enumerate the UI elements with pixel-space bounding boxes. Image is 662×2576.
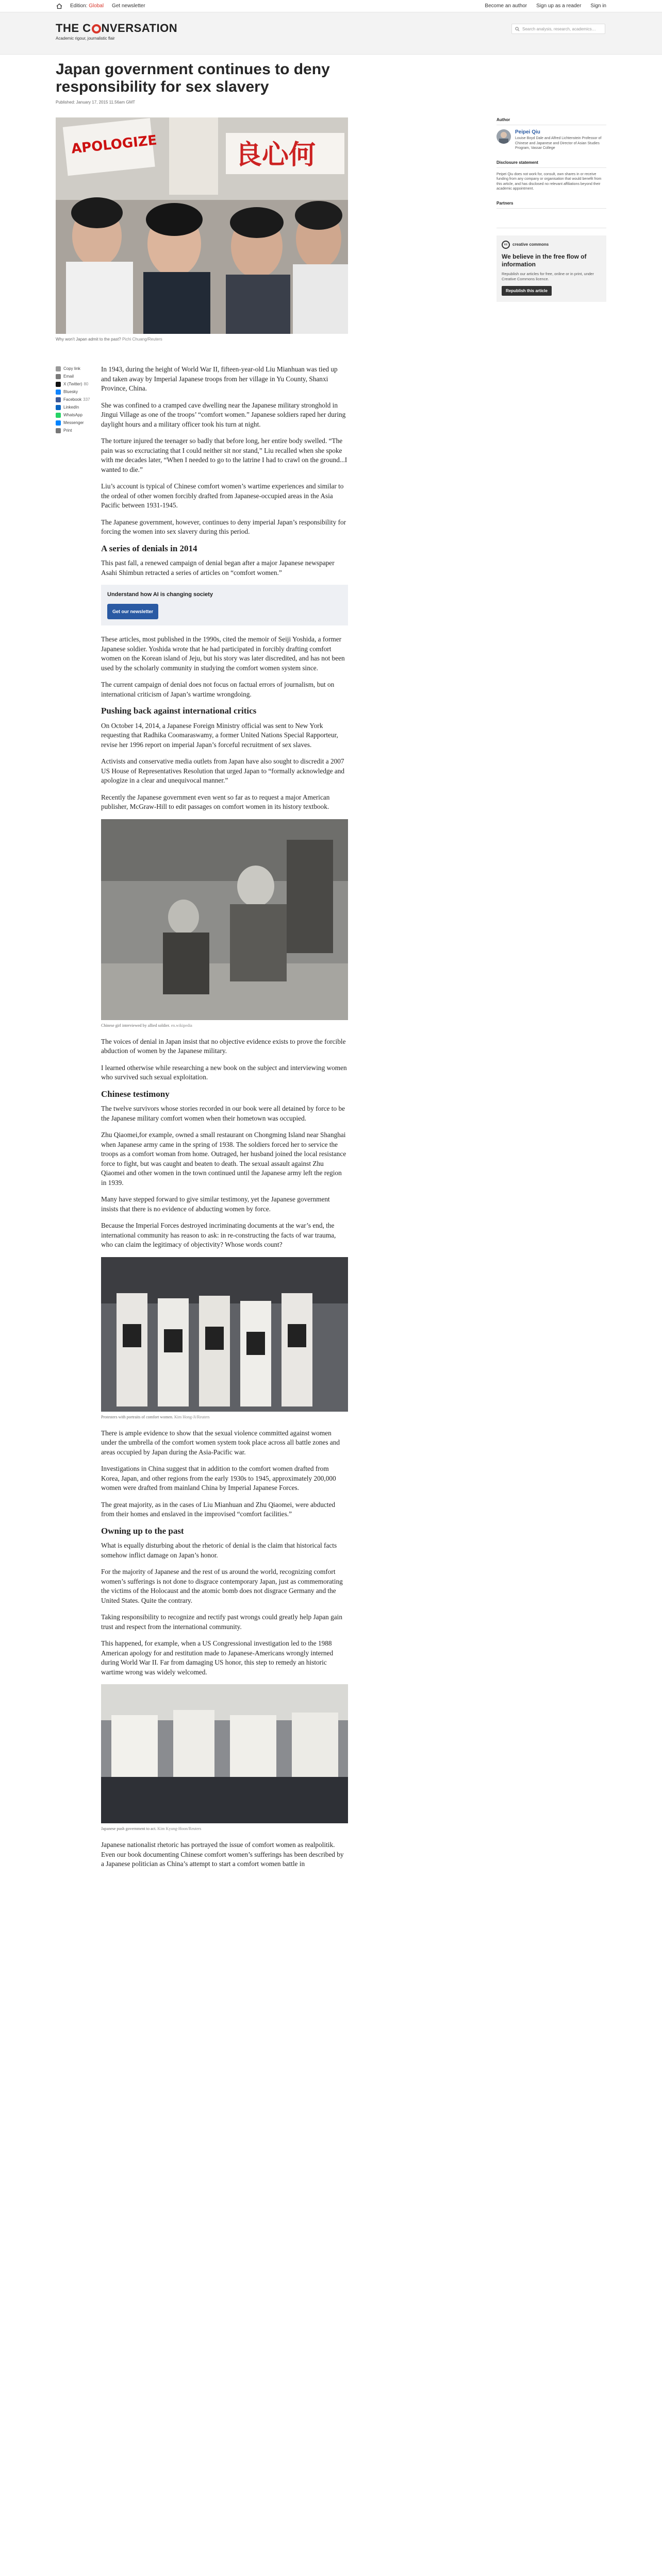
share-label: Messenger (63, 420, 84, 425)
author-role: Louise Boyd Dale and Alfred Lichtenstein Professor of Chinese and Japanese and Director of Asian Studies Program, Vassar College (515, 137, 602, 150)
cc-label: creative commons (512, 242, 549, 247)
paragraph: The great majority, as in the cases of Liu Mianhuan and Zhu Qiaomei, were abducted from their homes and enslaved in the improvised “comfort facilities.” (101, 1500, 336, 1518)
paragraph: These articles, most published in the 1990s, cited the memoir of Seiji Yoshida, a former Japanese soldier. Yoshida wrote that he had participated in forcibly drafting comfort women on the Korean island of Jeju, but his story was later discredited, and has not been used by the scholarly community in studying the comfort women system since. (101, 635, 345, 672)
share-copy-link[interactable] (56, 365, 92, 372)
photo-protesters (101, 1257, 348, 1412)
paragraph: Investigations in China suggest that in addition to the comfort women drafted from Korea, Japan, and other regions from the early 1930s to 1945, approximately 200,000 women were drafted from mainland China by Imperial Japanese Forces. (101, 1465, 336, 1492)
section-heading: A series of denials in 2014 (101, 543, 197, 553)
paragraph: The torture injured the teenager so badly that before long, her entire body swelled. “The pain was so excruciating that I could neither sit nor stand,” Liu recalled when she spoke with me decades later, “When I needed to go to the latrine I had to crawl on the ground...I wanted to die.” (101, 437, 347, 473)
paragraph: Japanese nationalist rhetoric has portrayed the issue of comfort women as realpolitik. Even our book documenting Chinese comfort women’s sufferings has been described by a Japanese politician as China’s attempt to start a comfort women battle in (101, 1841, 344, 1868)
figure-soldier-interview (101, 819, 348, 1029)
republish-text: Republish our articles for free, online or in print, under Creative Commons licence. (502, 271, 594, 281)
paragraph: Liu’s account is typical of Chinese comfort women’s wartime experiences and similar to the ordeal of other women forcibly drafted from Japanese-occupied areas in the Asia Pacific between 1931-1945. (101, 482, 344, 509)
search-placeholder: Search analysis, research, academics… (522, 26, 596, 31)
article-main (56, 117, 348, 343)
masthead (0, 12, 662, 55)
figure-japanese-push (101, 1684, 348, 1832)
author-name[interactable]: Peipei Qiu (515, 129, 540, 135)
paragraph: I learned otherwise while researching a new book on the subject and interviewing women who survived such sexual exploitation. (101, 1063, 347, 1081)
share-label: WhatsApp (63, 413, 82, 417)
sign-up-link[interactable]: Sign up as a reader (536, 3, 582, 9)
share-bar (56, 365, 92, 434)
search-input[interactable] (511, 24, 605, 34)
disclosure-heading: Disclosure statement (496, 160, 606, 168)
paragraph: There is ample evidence to show that the sexual violence committed against women under the umbrella of the comfort women system took place across all battle zones and areas occupied by Japan during the Asia-Pacific war. (101, 1429, 340, 1456)
paragraph: She was confined to a cramped cave dwelling near the Japanese military stronghold in Jingui Village as one of the troops’ “comfort women.” Japanese soldiers raped her during daylight hours and a military officer took his turn at night. (101, 401, 346, 428)
share-email[interactable] (56, 372, 92, 380)
bluesky-icon (56, 389, 61, 395)
section-heading: Chinese testimony (101, 1089, 170, 1099)
hero-caption (56, 336, 348, 343)
print-icon (56, 428, 61, 433)
caption-credit[interactable]: Kim Kyung-Hoon/Reuters (157, 1826, 202, 1831)
share-label: Copy link (63, 366, 80, 371)
paragraph: In 1943, during the height of World War II, fifteen-year-old Liu Mianhuan was tied up and taken away by Imperial Japanese troops from her village in Yu County, Shanxi Province, China. (101, 365, 338, 392)
article-container (56, 61, 606, 1868)
email-icon (56, 374, 61, 379)
link-icon (56, 366, 61, 371)
logo-text-left: THE C (56, 22, 91, 35)
caption-credit[interactable]: Kim Hong-Ji/Reuters (174, 1414, 210, 1419)
paragraph: Many have stepped forward to give similar testimony, yet the Japanese government insists that there is no evidence of abducting women by force. (101, 1195, 330, 1213)
article-body (101, 365, 348, 1876)
figure-caption (101, 1414, 348, 1420)
x-icon (56, 382, 61, 387)
partners-heading: Partners (496, 201, 606, 209)
site-logo[interactable] (56, 22, 177, 35)
whatsapp-icon (56, 413, 61, 418)
share-messenger[interactable] (56, 419, 92, 427)
share-label: Email (63, 374, 74, 379)
photo-japanese-push (101, 1684, 348, 1823)
photo-soldier-interview (101, 819, 348, 1020)
share-facebook[interactable] (56, 396, 92, 403)
svg-text:良心何: 良心何 (235, 139, 316, 171)
become-author-link[interactable]: Become an author (485, 3, 527, 9)
paragraph: The twelve survivors whose stories recorded in our book were all detained by force to be the Japanese military comfort women when their hometown was occupied. (101, 1105, 345, 1122)
share-label: Facebook (63, 397, 82, 402)
newsletter-link[interactable]: Get newsletter (112, 3, 145, 9)
logo-text-right: NVERSATION (101, 22, 178, 35)
get-newsletter-button[interactable]: Get our newsletter (107, 604, 158, 620)
paragraph: This past fall, a renewed campaign of denial began after a major Japanese newspaper Asahi Shimbun retracted a series of articles on “comfort women.” (101, 559, 335, 577)
paragraph: This happened, for example, when a US Congressional investigation led to the 1988 American apology for and restitution made to Japanese-Americans wrongly interned during World War II. Far from damaging US honor, this step to remedy an historic wartime wrong was widely welcomed. (101, 1639, 334, 1676)
share-print[interactable] (56, 427, 92, 434)
logo-o-icon (92, 24, 101, 33)
hero-image (56, 117, 348, 334)
creative-commons-logo (502, 241, 601, 249)
share-count: 80 (84, 382, 89, 386)
newsletter-title: Understand how AI is changing society (107, 591, 213, 598)
section-heading: Owning up to the past (101, 1526, 184, 1536)
paragraph: The current campaign of denial does not focus on factual errors of journalism, but on international criticism of Japan’s wartime wrongdoing. (101, 681, 335, 698)
top-bar (0, 0, 662, 12)
caption-credit[interactable]: en.wikipedia (171, 1023, 192, 1028)
section-heading: Pushing back against international critics (101, 706, 257, 716)
author-heading: Author (496, 117, 606, 125)
paragraph: Recently the Japanese government even went so far as to request a major American publisher, McGraw-Hill to edit passages on comfort women in its history textbook. (101, 793, 330, 810)
share-bluesky[interactable] (56, 388, 92, 396)
disclosure-text: Peipei Qiu does not work for, consult, own shares in or receive funding from any company or organisation that would benefit from this article, and has disclosed no relevant affiliations beyond their academic appointment. (496, 172, 602, 191)
figure-caption (101, 1023, 348, 1029)
edition-selector[interactable] (70, 3, 104, 9)
partners-area (496, 213, 606, 228)
article-title: Japan government continues to deny responsibility for sex slavery (56, 61, 330, 95)
share-label: X (Twitter) (63, 382, 82, 386)
paragraph: Because the Imperial Forces destroyed incriminating documents at the war’s end, the international community has reason to ask: in re-constructing the facts of war trauma, who can claim the legitimacy of objectivity? Whose words count? (101, 1222, 336, 1248)
avatar[interactable] (496, 129, 511, 144)
share-x[interactable] (56, 380, 92, 388)
paragraph: Activists and conservative media outlets from Japan have also sought to discredit a 2007 US House of Representatives Resolution that urged Japan to “formally acknowledge and apologize in a clear and unequivocal manner.” (101, 757, 345, 784)
figure-protesters (101, 1257, 348, 1420)
facebook-icon (56, 397, 61, 402)
cc-icon: cc (502, 241, 510, 249)
caption-text: Japanese push government to act. (101, 1826, 157, 1831)
published-date: Published: January 17, 2015 11.56am GMT (56, 100, 136, 105)
linkedin-icon (56, 405, 61, 410)
share-label: Print (63, 428, 72, 433)
paragraph: What is equally disturbing about the rhetoric of denial is the claim that historical facts somehow inflict damage on Japan’s honor. (101, 1541, 337, 1559)
hero-credit[interactable]: Pichi Chuang/Reuters (122, 337, 162, 342)
republish-button[interactable]: Republish this article (502, 286, 552, 296)
newsletter-box (101, 585, 348, 625)
hero-caption-text: Why won’t Japan admit to the past? (56, 337, 121, 342)
republish-box (496, 235, 606, 302)
share-label: Bluesky (63, 389, 78, 394)
paragraph: Taking responsibility to recognize and rectify past wrongs could greatly help Japan gain trust and respect from the international community. (101, 1613, 343, 1631)
site-tagline: Academic rigour, journalistic flair (56, 36, 115, 41)
caption-text: Protesters with portraits of comfort women. (101, 1414, 173, 1419)
search-icon (515, 27, 520, 31)
republish-title: We believe in the free flow of information (502, 252, 587, 268)
paragraph: For the majority of Japanese and the rest of us around the world, recognizing comfort women’s sufferings is not done to disgrace contemporary Japan, just as commemorating the victims of the Holocaust and the atomic bomb does not disgrace Germany and the United States. Quite the contrary. (101, 1568, 343, 1604)
caption-text: Chinese girl interviewed by allied soldier. (101, 1023, 170, 1028)
paragraph: On October 14, 2014, a Japanese Foreign Ministry official was sent to New York requesting that Radhika Coomaraswamy, a former United Nations Special Rapporteur, revise her 1996 report on imperial Japan’s forceful recruitment of sex slaves. (101, 721, 338, 749)
share-linkedin[interactable] (56, 403, 92, 411)
paragraph: Zhu Qiaomei,for example, owned a small restaurant on Chongming Island near Shanghai when Japanese army came in the spring of 1938. The soldiers forced her to service the troops as a comfort woman from home. Outraged, her husband joined the local resistance force to fight, but was caught and beaten to death. The sexual assault against Zhu Qiaomei and other women in the town continued until the Japanese army left the region in 1939. (101, 1131, 346, 1187)
messenger-icon (56, 420, 61, 426)
share-label: LinkedIn (63, 405, 79, 410)
share-whatsapp[interactable] (56, 411, 92, 419)
paragraph: The Japanese government, however, continues to deny imperial Japan’s responsibility for forcing the women into sex slavery during this period. (101, 518, 346, 535)
edition-label: Edition: (70, 3, 88, 9)
sign-in-link[interactable]: Sign in (590, 3, 606, 9)
paragraph: The voices of denial in Japan insist that no objective evidence exists to prove the forcible abduction of women by the Japanese military. (101, 1037, 346, 1055)
author-card[interactable] (496, 129, 606, 151)
sidebar (496, 117, 606, 302)
home-icon[interactable] (56, 3, 63, 10)
edition-value[interactable]: Global (89, 3, 104, 9)
share-count: 337 (83, 397, 90, 402)
figure-caption (101, 1826, 348, 1832)
hero-sign-text: APOLOGIZE (70, 132, 158, 157)
